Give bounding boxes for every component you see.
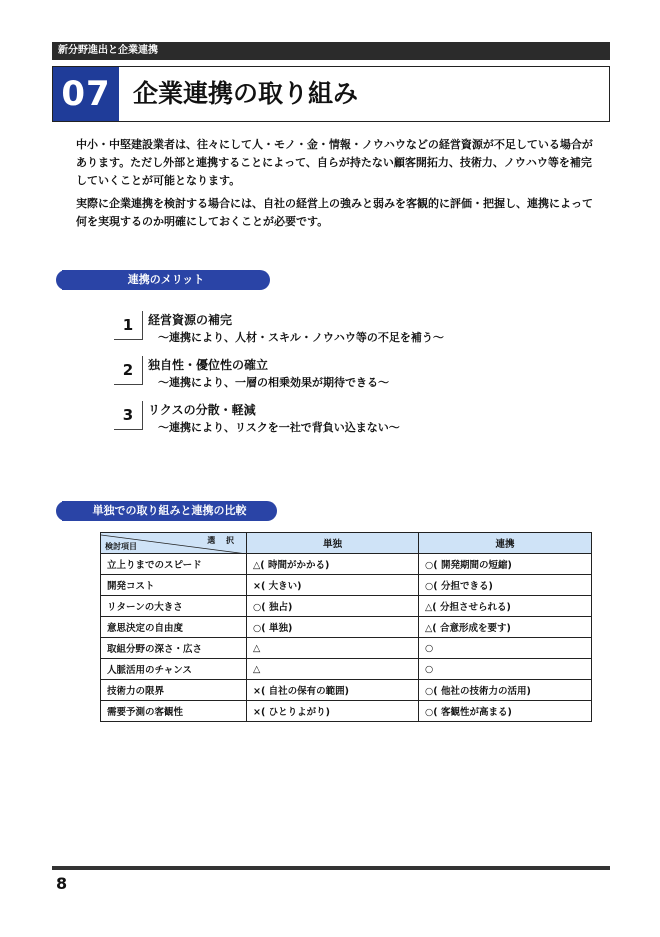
table-corner-cell (101, 533, 247, 554)
intro-paragraph-2: 実際に企業連携を検討する場合には、自社の経営上の強みと弱みを客観的に評価・把握し、連携によって何を実現するのか明確にしておくことが必要です。 (76, 197, 593, 228)
row-item: 需要予測の客観性 (101, 701, 247, 722)
column-header-alliance: 連携 (419, 533, 592, 554)
merit-description: ～連携により、一層の相乗効果が期待できる～ (158, 376, 389, 389)
merit-item (114, 356, 594, 396)
row-solo-value: ○( 単独) (247, 617, 419, 638)
table-header-row (101, 533, 592, 554)
intro-paragraph-1: 中小・中堅建設業者は、往々にして人・モノ・金・情報・ノウハウなどの経営資源が不足している場合があります。ただし外部と連携することによって、自らが持たない顧客開拓力、技術力、ノウハウ等を補完していくことが可能となります。 (76, 138, 593, 187)
table-row (101, 659, 592, 680)
row-item: 意思決定の自由度 (101, 617, 247, 638)
table-row (101, 617, 592, 638)
merit-title: リクスの分散・軽減 (148, 403, 256, 417)
comparison-heading: 単独での取り組みと連携の比較 (62, 501, 277, 521)
row-alliance-value: ○ (419, 659, 592, 680)
merit-title: 独自性・優位性の確立 (148, 358, 269, 372)
merit-number: 3 (114, 401, 143, 430)
merit-title: 経営資源の補完 (148, 313, 233, 327)
merit-description: ～連携により、リスクを一社で背負い込まない～ (158, 421, 400, 434)
merit-number: 2 (114, 356, 143, 385)
footer-divider (52, 866, 610, 870)
row-alliance-value: ○( 分担できる) (419, 575, 592, 596)
table-row (101, 701, 592, 722)
row-item: 人脈活用のチャンス (101, 659, 247, 680)
row-solo-value: △( 時間がかかる) (247, 554, 419, 575)
row-alliance-value: ○( 開発期間の短縮) (419, 554, 592, 575)
chapter-title-box (52, 66, 610, 122)
column-header-solo: 単独 (247, 533, 419, 554)
row-solo-value: △ (247, 659, 419, 680)
table-row (101, 680, 592, 701)
row-item: リターンの大きさ (101, 596, 247, 617)
page-number: 8 (56, 874, 68, 893)
row-solo-value: △ (247, 638, 419, 659)
row-item: 取組分野の深さ・広さ (101, 638, 247, 659)
row-item: 開発コスト (101, 575, 247, 596)
table-row (101, 596, 592, 617)
row-alliance-value: ○( 客観性が高まる) (419, 701, 592, 722)
corner-label-items: 検討項目 (105, 542, 137, 551)
table-row (101, 575, 592, 596)
merit-number: 1 (114, 311, 143, 340)
merit-description: ～連携により、人材・スキル・ノウハウ等の不足を補う～ (158, 331, 444, 344)
row-solo-value: ×( ひとりよがり) (247, 701, 419, 722)
corner-label-select: 選 択 (207, 536, 238, 545)
row-alliance-value: △( 合意形成を要す) (419, 617, 592, 638)
merit-item (114, 401, 594, 441)
row-alliance-value: ○( 他社の技術力の活用) (419, 680, 592, 701)
merits-heading: 連携のメリット (62, 270, 270, 290)
row-item: 技術力の限界 (101, 680, 247, 701)
chapter-number: 07 (53, 67, 119, 121)
section-category-bar (52, 42, 610, 60)
chapter-title: 企業連携の取り組み (133, 79, 359, 108)
comparison-table (100, 532, 592, 722)
row-solo-value: ×( 大きい) (247, 575, 419, 596)
row-item: 立上りまでのスピード (101, 554, 247, 575)
table-row (101, 638, 592, 659)
row-alliance-value: △( 分担させられる) (419, 596, 592, 617)
section-category: 新分野進出と企業連携 (58, 45, 158, 56)
merit-item (114, 311, 594, 351)
row-solo-value: ×( 自社の保有の範囲) (247, 680, 419, 701)
row-solo-value: ○( 独占) (247, 596, 419, 617)
table-row (101, 554, 592, 575)
row-alliance-value: ○ (419, 638, 592, 659)
